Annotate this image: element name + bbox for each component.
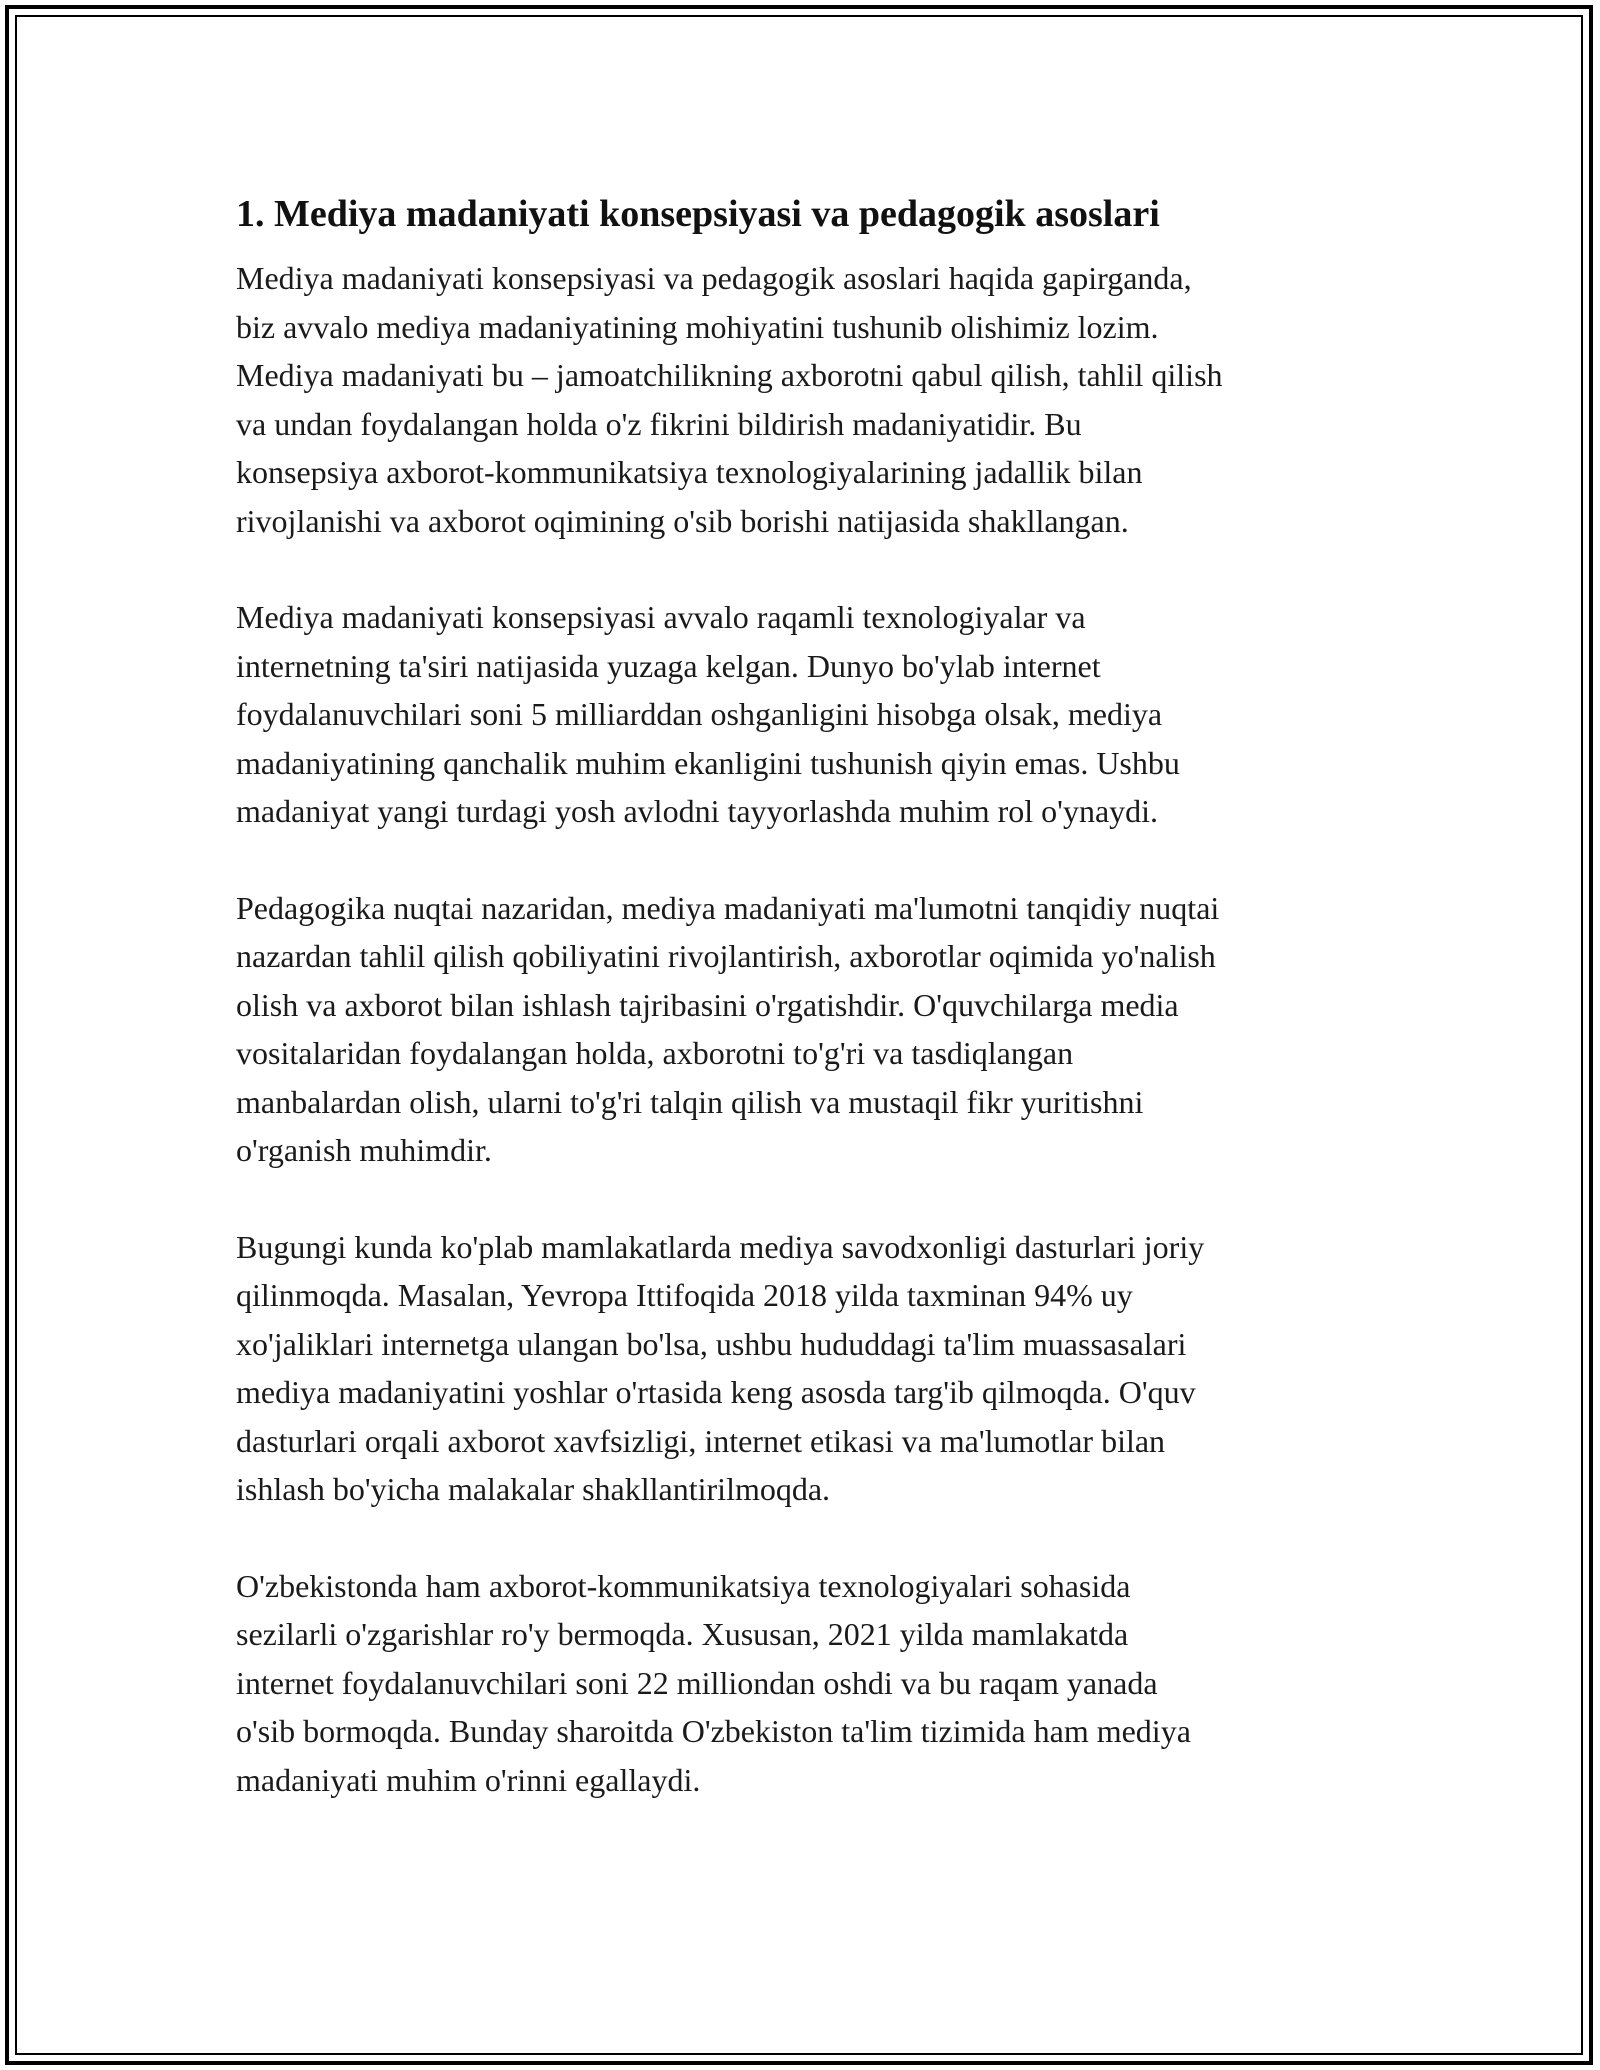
document-body (236, 188, 1376, 1852)
paragraph-2: Mediya madaniyati konsepsiyasi avvalo raqamli texnologiyalar va internetning ta'siri natijasida yuzaga kelgan. Dunyo bo'ylab internet foydalanuvchilari soni 5 milliarddan oshganligini hisobga olsak, mediya madaniyatining qanchalik muhim ekanligini tushunish qiyin emas. Ushbu madaniyat yangi turdagi yosh avlodni tayyorlashda muhim rol o'ynaydi. (236, 599, 1180, 829)
paragraph-5: O'zbekistonda ham axborot-kommunikatsiya texnologiyalari sohasida sezilarli o'zgarishlar ro'y bermoqda. Xususan, 2021 yilda mamlakatda internet foydalanuvchilari soni 22 milliondan oshdi va bu raqam yanada o'sib bormoqda. Bunday sharoitda O'zbekiston ta'lim tizimida ham mediya madaniyati muhim o'rinni egallaydi. (236, 1567, 1191, 1798)
section-heading: 1. Mediya madaniyati konsepsiyasi va pedagogik asoslari (236, 193, 1160, 235)
paragraph-4: Bugungi kunda ko'plab mamlakatlarda mediya savodxonligi dasturlari joriy qilinmoqda. Masalan, Yevropa Ittifoqida 2018 yilda taxminan 94% uy xo'jaliklari internetga ulangan bo'lsa, ushbu hududdagi ta'lim muassasalari mediya madaniyatini yoshlar o'rtasida keng asosda targ'ib qilmoqda. O'quv dasturlari orqali axborot xavfsizligi, internet etikasi va ma'lumotlar bilan ishlash bo'yicha malakalar shakllantirilmoqda. (236, 1228, 1205, 1507)
paragraph-1: Mediya madaniyati konsepsiyasi va pedagogik asoslari haqida gapirganda, biz avvalo mediya madaniyatining mohiyatini tushunib olishimiz lozim. Mediya madaniyati bu – jamoatchilikning axborotni qabul qilish, tahlil qilish va undan foydalangan holda o'z fikrini bildirish madaniyatidir. Bu konsepsiya axborot-kommunikatsiya texnologiyalarining jadallik bilan rivojlanishi va axborot oqimining o'sib borishi natijasida shakllangan. (236, 260, 1223, 539)
paragraph-3: Pedagogika nuqtai nazaridan, mediya madaniyati ma'lumotni tanqidiy nuqtai nazardan tahlil qilish qobiliyatini rivojlantirish, axborotlar oqimida yo'nalish olish va axborot bilan ishlash tajribasini o'rgatishdir. O'quvchilarga media vositalaridan foydalangan holda, axborotni to'g'ri va tasdiqlangan manbalardan olish, ularni to'g'ri talqin qilish va mustaqil fikr yuritishni o'rganish muhimdir. (236, 889, 1220, 1168)
